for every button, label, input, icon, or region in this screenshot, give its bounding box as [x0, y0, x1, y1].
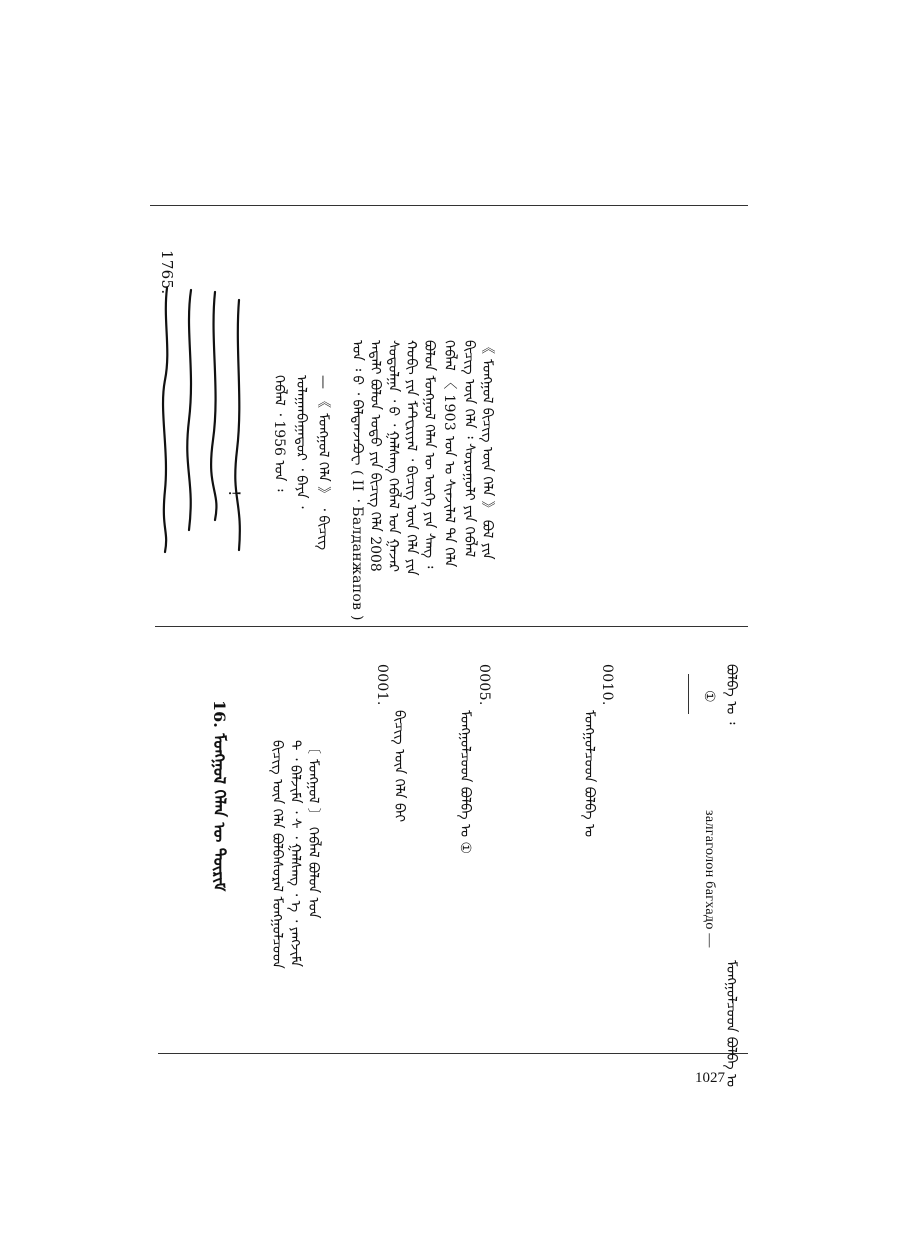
lower-line-2: ᠲ ᠂ ᠪᠠᠯᠵᠢᠮᠠ ᠂ ᠰ ᠂ ᠭᠠᠯᠰᠠᠩ ᠂ ᠡ ᠂ ᠶᠠᠩᠵᠢᠮᠠ — [287, 740, 303, 968]
middle-para-line-3: ᠰᠤᠳᠤᠯᠭᠠ ᠂ ᠪ ᠂ ᠭᠠᠯᠰᠠᠩ ᠬᠡᠪᠯᠡᠯ ᠤᠨ ᠭᠠᠵᠠᠷ — [385, 340, 401, 573]
middle-para-line-4: ᠠᠳᠠᠯᠢ ᠪᠣᠯᠤᠨ ᠣᠳᠣ ᠶᠢᠨ ᠪᠢᠴᠢᠭ ᠬᠡᠯᠡ 2008 — [367, 340, 383, 572]
numbered-line-number-2: 0005. — [476, 664, 492, 706]
middle-para-line-9: 《 ᠮᠣᠩᠭᠣᠯ ᠪᠢᠴᠢᠭ ᠦᠨ ᠬᠡᠯᠡ 》 ᠪᠣᠯ ᠶᠢᠨ — [479, 340, 495, 560]
middle-para-line-2: ᠬᠤᠪᠢ ᠶᠢᠨ ᠮᠠᠲᠧᠷᠢᠶᠠᠯ ᠂ ᠪᠢᠴᠢᠭ ᠦᠨ ᠬᠡᠯᠡ ᠶᠢᠨ — [403, 340, 419, 576]
middle-line-2: ᠤᠯᠠᠭᠠᠨᠪᠠᠭᠠᠲᠤᠷ ᠂ ᠪᠡᠶᠡ ᠂ — [293, 375, 309, 509]
middle-para-line-1: ᠪᠣᠯᠤᠨ ᠮᠣᠩᠭᠣᠯ ᠬᠡᠯᠡᠨ ᠦ ᠦᠭᠡ ᠶᠢᠨ ᠰᠠᠩ ᠄ — [421, 340, 437, 569]
middle-line-1: ᠬᠡᠪᠯᠡᠯ ᠂ 1956 ᠣᠨ ᠄ — [271, 375, 287, 492]
footnote-mark: ① — [701, 690, 717, 703]
lower-line-3: 〔 ᠮᠣᠩᠭᠣᠯ 〕 ᠬᠡᠪᠯᠡᠯ ᠪᠣᠯᠤᠨ ᠤᠨ — [305, 740, 321, 919]
footnote-head: ᠪᠣᠯᠪᠠ ᠤ ᠄ — [723, 664, 739, 725]
numbered-line-number-3: 0001. — [374, 664, 390, 706]
section-heading: 16. ᠮᠣᠩᠭᠣᠯ ᠬᠡᠯᠡᠨ ᠦ ᠳᠦᠷᠢᠮ — [210, 700, 229, 892]
middle-line-3: — 《 ᠮᠣᠩᠭᠣᠯ ᠬᠡᠯᠡ 》 ᠂ ᠪᠢᠴᠢᠭ — [315, 375, 331, 551]
page-number: 1027 — [695, 1070, 725, 1086]
footnote-text: ᠮᠣᠩᠭᠣᠯᠴᠤᠳ ᠪᠣᠯᠪᠠ ᠤ — [723, 960, 739, 1088]
lower-line-1: ᠪᠢᠴᠢᠭ ᠦᠨ ᠬᠡᠯᠡ ᠪᠣᠯᠪᠠᠰᠤᠷᠠᠯ ᠮᠣᠩᠭᠣᠯᠴᠤᠳ — [269, 740, 285, 969]
year-line: 1765. — [158, 250, 176, 295]
bottom-divider — [158, 1053, 748, 1054]
middle-divider — [155, 626, 748, 627]
exclamation-mark: ! — [225, 490, 244, 497]
middle-para-line-5: ᠣᠨ ᠄ ᠪ ᠂ ᠪᠠᠯᠳᠠᠨᠵᠠᠫᠣᠸ ( II ᠂ Балданжапов ) — [349, 340, 365, 621]
handwritten-like-script-block — [155, 280, 250, 560]
top-divider — [150, 205, 748, 206]
middle-para-line-8: ᠬᠡᠪᠯᠡᠯ 〈 1903 ᠣᠨ ᠤ ᠰᠢᠨᠵᠢᠯᠡᠯ ᠲᠡ ᠬᠡᠯᠡ — [441, 340, 457, 568]
numbered-line-text-1: ᠮᠣᠩᠭᠣᠯᠴᠤᠳ ᠪᠣᠯᠪᠠ ᠤ — [581, 710, 597, 838]
numbered-line-text-3: ᠪᠢᠴᠢᠭ ᠦᠨ ᠬᠡᠯᠡ ᠪᠠᠢ — [391, 710, 407, 823]
middle-para-line-7: ᠪᠢᠴᠢᠭ ᠦᠨ ᠬᠡᠯᠡ ᠄ ᠰᠤᠷᠤᠭᠤᠯᠢ ᠶᠢᠨ ᠬᠡᠪᠯᠡᠯ — [461, 340, 477, 558]
footnote-cyrillic: залгаголон багхадо — — [702, 810, 717, 948]
footnote-rule — [688, 674, 689, 714]
numbered-line-text-2: ᠮᠣᠩᠭᠣᠯᠴᠤᠳ ᠪᠣᠯᠪᠠ ᠤ ① — [457, 710, 473, 855]
numbered-line-number-1: 0010. — [599, 664, 615, 706]
